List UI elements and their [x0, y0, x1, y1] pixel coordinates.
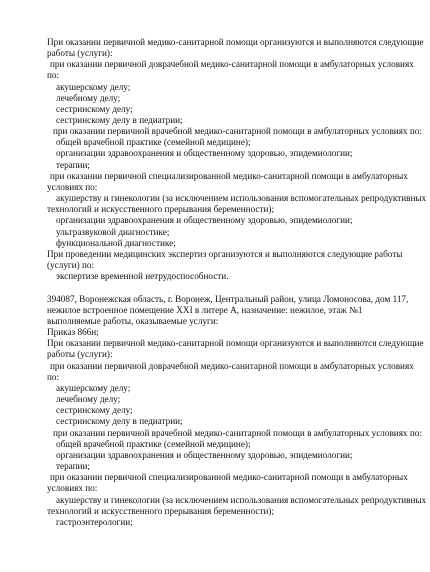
- text-line: при оказании первичной специализированной медико-санитарной помощи в амбулаторных: [50, 171, 408, 181]
- text-line: функциональной диагностике;: [56, 238, 176, 248]
- text-line: сестринскому делу в педиатрии;: [56, 115, 183, 125]
- text-line: при оказании первичной врачебной медико-санитарной помощи в амбулаторных условиях по:: [53, 428, 422, 438]
- text-line: выполняемые работы, оказываемые услуги:: [47, 316, 219, 326]
- text-line: при оказании первичной доврачебной медико-санитарной помощи в амбулаторных условиях: [50, 59, 414, 69]
- text-line: организации здравоохранения и общественному здоровью, эпидемиологии;: [56, 148, 353, 158]
- text-line: работы (услуги):: [47, 349, 113, 359]
- text-line: акушерству и гинекологии (за исключением использования вспомогательных репродуктивных: [56, 193, 427, 203]
- text-line: сестринскому делу;: [56, 405, 133, 415]
- text-line: общей врачебной практике (семейной медицине);: [56, 439, 251, 449]
- text-line: при оказании первичной специализированной медико-санитарной помощи в амбулаторных: [50, 472, 408, 482]
- text-line: акушерству и гинекологии (за исключением использования вспомогательных репродуктивных: [56, 495, 427, 505]
- text-line: гастроэнтерологии;: [56, 517, 133, 527]
- text-line: При оказании первичной медико-санитарной помощи организуются и выполняются следующие: [47, 338, 424, 348]
- text-line: ультразвуковой диагностике;: [56, 227, 170, 237]
- text-line: организации здравоохранения и общественному здоровью, эпидемиологии;: [56, 215, 353, 225]
- text-line: лечебному делу;: [56, 93, 121, 103]
- text-line: экспертизе временной нетрудоспособности.: [56, 271, 229, 281]
- text-line: сестринскому делу;: [56, 104, 133, 114]
- text-line: (услуги) по:: [47, 260, 95, 270]
- text-line: по:: [47, 372, 60, 382]
- text-line: технологий и искусственного прерывания беременности);: [47, 506, 275, 516]
- text-line: При оказании первичной медико-санитарной помощи организуются и выполняются следующие: [47, 37, 424, 47]
- text-line: акушерскому делу;: [56, 383, 131, 393]
- text-line: условиях по:: [47, 483, 98, 493]
- text-line: организации здравоохранения и общественному здоровью, эпидемиологии;: [56, 450, 353, 460]
- text-line: технологий и искусственного прерывания беременности);: [47, 204, 275, 214]
- text-line: Приказ 866н;: [47, 327, 99, 337]
- text-line: терапии;: [56, 160, 90, 170]
- text-line: по:: [47, 70, 60, 80]
- text-line: общей врачебной практике (семейной медицине);: [56, 137, 251, 147]
- text-line: акушерскому делу;: [56, 82, 131, 92]
- text-line: терапии;: [56, 461, 90, 471]
- text-line: сестринскому делу в педиатрии;: [56, 416, 183, 426]
- text-line: нежилое встроенное помещение XXI в литере А, назначение: нежилое, этаж №1: [47, 305, 363, 315]
- text-line: при оказании первичной доврачебной медико-санитарной помощи в амбулаторных условиях: [50, 361, 414, 371]
- text-line: 394087, Воронежская область, г. Воронеж, Центральный район, улица Ломоносова, дом 117,: [47, 294, 409, 304]
- text-line: условиях по:: [47, 182, 98, 192]
- text-line: при оказании первичной врачебной медико-санитарной помощи в амбулаторных условиях по:: [53, 126, 422, 136]
- text-line: работы (услуги):: [47, 48, 113, 58]
- text-line: лечебному делу;: [56, 394, 121, 404]
- text-line: При проведении медицинских экспертиз организуются и выполняются следующие работы: [47, 249, 403, 259]
